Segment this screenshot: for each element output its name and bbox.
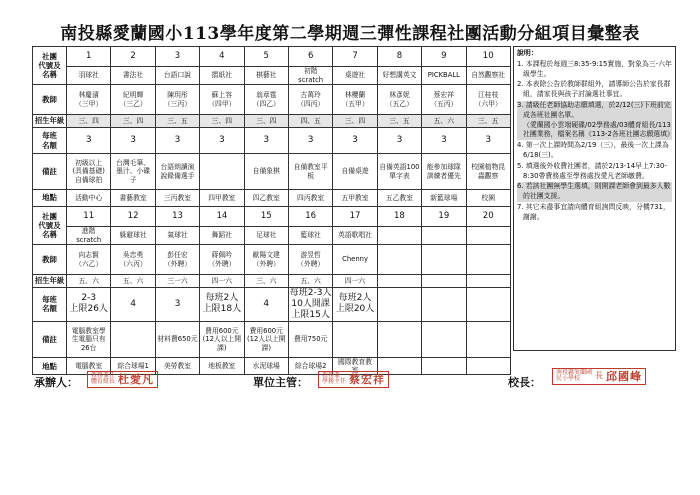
table2-numbers-cell-7: 17 bbox=[333, 207, 377, 227]
supervisor-stamp-title-1: 教務兼 bbox=[322, 372, 341, 379]
table1-names-cell-3: 台語口說 bbox=[155, 67, 199, 85]
table1-numbers-cell-8: 8 bbox=[377, 47, 421, 67]
principal-stamp-mid: 長 bbox=[595, 371, 604, 381]
table1-notes-cell-2: 台灣毛筆、 墨汁、小碟 子 bbox=[111, 154, 155, 190]
table1-names-cell-8: 好想講英文 bbox=[377, 67, 421, 85]
table2-grades-cell-6: 五、六 bbox=[288, 275, 332, 288]
table2-locations-cell-2: 綜合球場1 bbox=[111, 357, 155, 375]
table1-row-location bbox=[33, 190, 511, 207]
table1-names-cell-9: PICKBALL bbox=[422, 67, 466, 85]
row-label-note: 備註 bbox=[33, 154, 67, 190]
table1-locations-cell-3: 三丙教室 bbox=[155, 190, 199, 207]
table2-teachers-cell-9 bbox=[422, 245, 466, 275]
table1-teachers-cell-8: 林彥妮 （五乙） bbox=[377, 85, 421, 115]
note-item: 2. 本表除公告於教師群組外，請導師公告於家長群組，請家長與孩子討論選社事宜。 bbox=[517, 80, 671, 99]
table2-teachers-cell-7: Chenny bbox=[333, 245, 377, 275]
table2-capacity-cell-10 bbox=[466, 288, 510, 322]
table2-capacity-cell-4: 每班2人 上限18人 bbox=[200, 288, 244, 322]
table1-locations-cell-4: 四甲教室 bbox=[200, 190, 244, 207]
table1-grades-cell-7: 三、四 bbox=[333, 115, 377, 128]
table1-grades-cell-9: 五、六 bbox=[422, 115, 466, 128]
table1-capacity-cell-8: 3 bbox=[377, 128, 421, 154]
principal-stamp-title-2: 民小學校 bbox=[556, 375, 581, 383]
table2-grades-cell-10 bbox=[466, 275, 510, 288]
table2-notes-cell-7 bbox=[333, 321, 377, 357]
club-table bbox=[32, 46, 511, 375]
table2-numbers-cell-9: 19 bbox=[422, 207, 466, 227]
table1-names-cell-4: 摺紙社 bbox=[200, 67, 244, 85]
table1-row-note bbox=[33, 154, 511, 190]
table2-teachers-cell-10 bbox=[466, 245, 510, 275]
table2-locations-cell-1: 電腦教室 bbox=[67, 357, 111, 375]
table2-grades-cell-8 bbox=[377, 275, 421, 288]
table2-teachers-cell-6: 游昱哲 （外聘） bbox=[288, 245, 332, 275]
organizer-label: 承辦人： bbox=[34, 376, 78, 389]
table2-capacity-cell-9 bbox=[422, 288, 466, 322]
table2-names-cell-6: 籃球社 bbox=[288, 227, 332, 245]
table1-teachers-cell-9: 蔡宏祥 （五丙） bbox=[422, 85, 466, 115]
table2-names-cell-9 bbox=[422, 227, 466, 245]
table2-notes-cell-3: 材料費650元 bbox=[155, 321, 199, 357]
table2-teachers-cell-3: 彭任宏 （外聘） bbox=[155, 245, 199, 275]
principal-stamp bbox=[552, 368, 646, 385]
principal-label: 校長： bbox=[508, 376, 541, 389]
table1-capacity-cell-9: 3 bbox=[422, 128, 466, 154]
table1-grades-cell-8: 三、五 bbox=[377, 115, 421, 128]
table2-locations-cell-9 bbox=[422, 357, 466, 375]
table1-notes-cell-3: 台語朗讀演 說錄備選手 bbox=[155, 154, 199, 190]
table1-notes-cell-8: 自備英語100 單字表 bbox=[377, 154, 421, 190]
table1-notes-cell-4 bbox=[200, 154, 244, 190]
table2-row-number bbox=[33, 207, 511, 227]
table2-teachers-cell-5: 歐陽文建 （外聘） bbox=[244, 245, 288, 275]
table1-numbers-cell-2: 2 bbox=[111, 47, 155, 67]
table1-capacity-cell-6: 3 bbox=[288, 128, 332, 154]
row-label-grade: 招生年級 bbox=[33, 275, 67, 288]
table1-grades-cell-5: 三、四 bbox=[244, 115, 288, 128]
table1-teachers-cell-6: 古萬玲 （四丙） bbox=[288, 85, 332, 115]
table1-numbers-cell-9: 9 bbox=[422, 47, 466, 67]
table1-capacity-cell-7: 3 bbox=[333, 128, 377, 154]
row-label-location: 地點 bbox=[33, 190, 67, 207]
table2-grades-cell-3: 三一六 bbox=[155, 275, 199, 288]
note-item: 3. 請級任老師協助志願填選，於2/12(三)下班前完成各班社團名單。 （愛蘭國小雲端硬碟/02學務處/03體育組長/113社團業務，檔案名稱《113-2各班社團志願選填》 bbox=[517, 100, 674, 139]
table1-notes-cell-1: 初級以上 (具備基礎) 自備球拍 bbox=[67, 154, 111, 190]
row-label-grade: 招生年級 bbox=[33, 115, 67, 128]
organizer-stamp bbox=[87, 371, 158, 388]
row-label-club-name: 社團 代號及 名稱 bbox=[33, 47, 67, 85]
table2-row-grade bbox=[33, 275, 511, 288]
table2-numbers-cell-5: 15 bbox=[244, 207, 288, 227]
table1-notes-cell-10: 校園植物昆 蟲觀察 bbox=[466, 154, 510, 190]
table1-row-teacher bbox=[33, 85, 511, 115]
table2-locations-cell-6: 綜合球場2 bbox=[288, 357, 332, 375]
row-label-teacher: 教師 bbox=[33, 85, 67, 115]
note-item: 1. 本課程於每週三8:35-9:15實施，對象為三-六年級學生。 bbox=[517, 59, 672, 78]
table2-row-capacity bbox=[33, 288, 511, 322]
table2-numbers-cell-10: 20 bbox=[466, 207, 510, 227]
table1-names-cell-1: 羽球社 bbox=[67, 67, 111, 85]
table1-numbers-cell-6: 6 bbox=[288, 47, 332, 67]
supervisor-stamp-name: 蔡宏祥 bbox=[349, 372, 386, 386]
table2-teachers-cell-1: 向志賢 （六乙） bbox=[67, 245, 111, 275]
table2-names-cell-5: 足球社 bbox=[244, 227, 288, 245]
table1-locations-cell-2: 書藝教室 bbox=[111, 190, 155, 207]
table1-names-cell-5: 棋藝社 bbox=[244, 67, 288, 85]
table1-capacity-cell-4: 3 bbox=[200, 128, 244, 154]
table1-grades-cell-3: 三、五 bbox=[155, 115, 199, 128]
table2-names-cell-7: 英語歌唱社 bbox=[333, 227, 377, 245]
table1-numbers-cell-4: 4 bbox=[200, 47, 244, 67]
table2-notes-cell-9 bbox=[422, 321, 466, 357]
principal-stamp-name: 邱國峰 bbox=[606, 369, 643, 383]
table1-teachers-cell-3: 陳玥彤 （三丙） bbox=[155, 85, 199, 115]
table2-locations-cell-5: 水泥球場 bbox=[244, 357, 288, 375]
table1-numbers-cell-5: 5 bbox=[244, 47, 288, 67]
table2-notes-cell-10 bbox=[466, 321, 510, 357]
table2-capacity-cell-1: 2-3 上限26人 bbox=[67, 288, 111, 322]
table2-numbers-cell-1: 11 bbox=[67, 207, 111, 227]
row-label-teacher: 教師 bbox=[33, 245, 67, 275]
table1-capacity-cell-3: 3 bbox=[155, 128, 199, 154]
table2-names-cell-2: 躲避球社 bbox=[111, 227, 155, 245]
table2-capacity-cell-5: 4 bbox=[244, 288, 288, 322]
table1-teachers-cell-7: 林櫻蘭 （五甲） bbox=[333, 85, 377, 115]
table2-row-note bbox=[33, 321, 511, 357]
table2-numbers-cell-6: 16 bbox=[288, 207, 332, 227]
table1-teachers-cell-5: 翁章霆 （四乙） bbox=[244, 85, 288, 115]
table2-grades-cell-5: 三、六 bbox=[244, 275, 288, 288]
table1-capacity-cell-5: 3 bbox=[244, 128, 288, 154]
table2-grades-cell-2: 五、六 bbox=[111, 275, 155, 288]
row-label-capacity: 每班 名額 bbox=[33, 288, 67, 322]
table2-names-cell-4: 舞蹈社 bbox=[200, 227, 244, 245]
table2-grades-cell-9 bbox=[422, 275, 466, 288]
table1-row-number bbox=[33, 47, 511, 67]
table1-locations-cell-9: 新籃球場 bbox=[422, 190, 466, 207]
note-item: 6. 若該社團無學生選填，則開課老師會到最多人數的社團支援。 bbox=[517, 182, 671, 201]
table1-locations-cell-8: 五乙教室 bbox=[377, 190, 421, 207]
table1-locations-cell-10: 校園 bbox=[466, 190, 510, 207]
table1-locations-cell-5: 四乙教室 bbox=[244, 190, 288, 207]
table2-capacity-cell-3: 3 bbox=[155, 288, 199, 322]
table1-teachers-cell-1: 林慶濱 （三甲） bbox=[67, 85, 111, 115]
table1-names-cell-10: 自然觀察社 bbox=[466, 67, 510, 85]
table2-locations-cell-3: 美勞教室 bbox=[155, 357, 199, 375]
table2-names-cell-3: 氣球社 bbox=[155, 227, 199, 245]
table2-capacity-cell-2: 4 bbox=[111, 288, 155, 322]
supervisor-stamp bbox=[318, 371, 389, 388]
row-label-location: 地點 bbox=[33, 357, 67, 375]
table1-row-name bbox=[33, 67, 511, 85]
table1-capacity-cell-10: 3 bbox=[466, 128, 510, 154]
table2-teachers-cell-4: 蔣佩吟 （外聘） bbox=[200, 245, 244, 275]
table1-capacity-cell-1: 3 bbox=[67, 128, 111, 154]
table2-locations-cell-10 bbox=[466, 357, 510, 375]
organizer-stamp-name: 杜愛凡 bbox=[118, 372, 155, 386]
table2-names-cell-1: 進階 scratch bbox=[67, 227, 111, 245]
table2-notes-cell-8 bbox=[377, 321, 421, 357]
page-title: 南投縣愛蘭國小113學年度第二學期週三彈性課程社團活動分組項目彙整表 bbox=[60, 24, 640, 44]
principal-stamp-title-1: 南投縣愛蘭國 bbox=[556, 369, 593, 376]
table2-grades-cell-7: 四一六 bbox=[333, 275, 377, 288]
supervisor-stamp-title-2: 學務主任 bbox=[322, 378, 347, 386]
notes-panel bbox=[513, 46, 676, 351]
table1-row-capacity bbox=[33, 128, 511, 154]
table1-grades-cell-2: 三、四 bbox=[111, 115, 155, 128]
note-item: 7. 其它未盡事宜請向體育組詢問反映，分機731，謝謝。 bbox=[517, 202, 670, 221]
table1-locations-cell-7: 五甲教室 bbox=[333, 190, 377, 207]
table1-grades-cell-6: 四、五 bbox=[288, 115, 332, 128]
table1-teachers-cell-2: 紀明輝 （三乙） bbox=[111, 85, 155, 115]
table1-names-cell-6: 初階 scratch bbox=[288, 67, 332, 85]
table2-row-teacher bbox=[33, 245, 511, 275]
table1-numbers-cell-7: 7 bbox=[333, 47, 377, 67]
table1-notes-cell-5: 自備象棋 bbox=[244, 154, 288, 190]
row-label-club-name: 社團 代號及 名稱 bbox=[33, 207, 67, 245]
note-item: 5. 填選後外收費社團者，請於2/13-14早上7:30-8:30帶費務處至學務處找愛凡老師繳費。 bbox=[517, 161, 667, 180]
note-item: 4. 第一次上課時間為2/19（三），最後一次上課為6/18(三)。 bbox=[517, 141, 669, 159]
supervisor-label: 單位主管： bbox=[253, 376, 308, 389]
table2-capacity-cell-6: 每班2-3人 10人開課 上限15人 bbox=[289, 288, 332, 320]
table2-locations-cell-7: 國際教育教 室 bbox=[333, 357, 377, 375]
table2-notes-cell-1: 電腦教室學 生電腦只有 26台 bbox=[67, 321, 111, 357]
table1-grades-cell-1: 三、四 bbox=[67, 115, 111, 128]
table1-grades-cell-10: 三、五 bbox=[466, 115, 510, 128]
table2-notes-cell-5: 費用600元 (12人以上開 課) bbox=[244, 321, 288, 357]
table2-numbers-cell-3: 13 bbox=[155, 207, 199, 227]
row-label-note: 備註 bbox=[33, 321, 67, 357]
table2-capacity-cell-7: 每班2人 上限20人 bbox=[333, 288, 377, 322]
table2-names-cell-8 bbox=[377, 227, 421, 245]
table2-locations-cell-4: 地板教室 bbox=[200, 357, 244, 375]
table1-notes-cell-6: 自備教室平 板 bbox=[288, 154, 332, 190]
table2-notes-cell-6: 費用750元 bbox=[288, 321, 332, 357]
table1-numbers-cell-3: 3 bbox=[155, 47, 199, 67]
table2-capacity-cell-8 bbox=[377, 288, 421, 322]
table1-numbers-cell-1: 1 bbox=[67, 47, 111, 67]
table2-numbers-cell-2: 12 bbox=[111, 207, 155, 227]
table2-names-cell-10 bbox=[466, 227, 510, 245]
table2-numbers-cell-8: 18 bbox=[377, 207, 421, 227]
table2-grades-cell-4: 四一六 bbox=[200, 275, 244, 288]
table1-teachers-cell-4: 蘇上容 （四甲） bbox=[200, 85, 244, 115]
table1-locations-cell-6: 四丙教室 bbox=[288, 190, 332, 207]
notes-title: 說明： bbox=[517, 49, 538, 57]
table1-grades-cell-4: 三、四 bbox=[200, 115, 244, 128]
table1-notes-cell-9: 能參加球隊 訓練者優先 bbox=[422, 154, 466, 190]
table1-names-cell-2: 書法社 bbox=[111, 67, 155, 85]
table1-teachers-cell-10: 江桂枝 （六甲） bbox=[466, 85, 510, 115]
table2-notes-cell-4: 費用600元 (12人以上開 課) bbox=[200, 321, 244, 357]
organizer-stamp-title-1: 教務兼任 bbox=[91, 372, 116, 379]
table2-grades-cell-1: 五、六 bbox=[67, 275, 111, 288]
table1-locations-cell-1: 活動中心 bbox=[67, 190, 111, 207]
table1-capacity-cell-2: 3 bbox=[111, 128, 155, 154]
table2-notes-cell-2 bbox=[111, 321, 155, 357]
table1-numbers-cell-10: 10 bbox=[466, 47, 510, 67]
table2-row-name bbox=[33, 227, 511, 245]
row-label-capacity: 每班 名額 bbox=[33, 128, 67, 154]
organizer-stamp-title-2: 體育組長 bbox=[91, 378, 116, 386]
table2-teachers-cell-2: 吳忠勇 （六丙） bbox=[111, 245, 155, 275]
table2-numbers-cell-4: 14 bbox=[200, 207, 244, 227]
table2-teachers-cell-8 bbox=[377, 245, 421, 275]
table1-notes-cell-7: 自備桌遊 bbox=[333, 154, 377, 190]
table1-names-cell-7: 桌遊社 bbox=[333, 67, 377, 85]
table1-row-grade bbox=[33, 115, 511, 128]
